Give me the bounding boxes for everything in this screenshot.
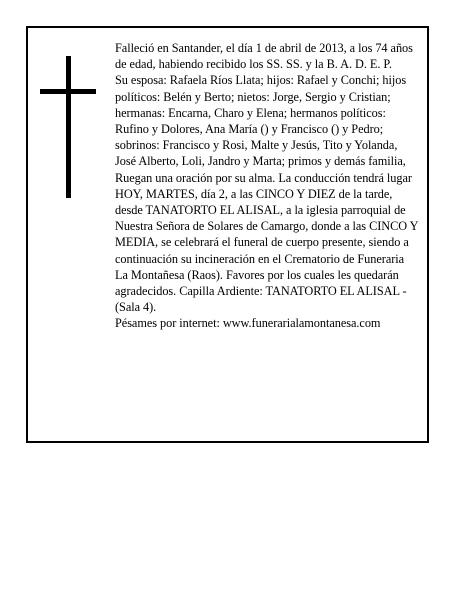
- funeral-details: Ruegan una oración por su alma. La conducción tendrá lugar HOY, MARTES, día 2, a las CINCO Y DIEZ de la tarde, desde TANATORTO EL ALISAL, a la iglesia parroquial de Nuestra Señora de Solares de Camargo, donde a las CINCO Y MEDIA, se celebrará el funeral de cuerpo presente, siendo a continuación su incineración en el Crematorio de Funeraria La Montañesa (Raos). Favores por los cuales les quedarán agradecidos. Capilla Ardiente: TANATORTO EL ALISAL - (Sala 4).: [115, 170, 419, 315]
- obituary-text: [115, 40, 419, 332]
- obituary-notice: [26, 26, 429, 443]
- condolences-website: Pésames por internet: www.funerarialamontanesa.com: [115, 316, 381, 331]
- death-announcement: Falleció en Santander, el día 1 de abril de 2013, a los 74 años de edad, habiendo recibido los SS. SS. y la B. A. D. E. P.: [115, 41, 413, 72]
- cross-vertical-bar: [66, 56, 71, 198]
- cross-icon: [40, 56, 96, 198]
- cross-horizontal-bar: [40, 89, 96, 94]
- family-list: Su esposa: Rafaela Ríos Llata; hijos: Rafael y Conchi; hijos políticos: Belén y Berto; nietos: Jorge, Sergio y Cristian; hermanas: Encarna, Charo y Elena; hermanos políticos: Rufino y Dolores, Ana María () y Francisco () y Pedro; sobrinos: Francisco y Rosi, Malte y Jesús, Tito y Yolanda, José Alberto, Loli, Jandro y Marta; primos y demás familia,: [115, 73, 407, 169]
